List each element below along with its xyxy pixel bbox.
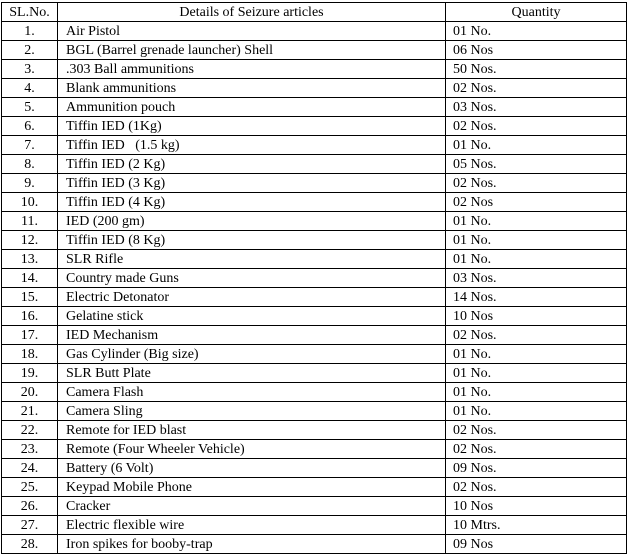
table-row [2,22,627,41]
row-slno: 14. [2,269,58,288]
table-row [2,250,627,269]
row-slno: 21. [2,402,58,421]
row-slno: 2. [2,41,58,60]
row-quantity: 01 No. [446,136,627,155]
table-row [2,345,627,364]
table-row [2,288,627,307]
row-quantity: 09 Nos. [446,459,627,478]
row-slno: 6. [2,117,58,136]
table-row [2,440,627,459]
row-quantity: 01 No. [446,402,627,421]
table-row [2,155,627,174]
table-row [2,269,627,288]
row-slno: 13. [2,250,58,269]
row-quantity: 06 Nos [446,41,627,60]
table-row [2,60,627,79]
table-row [2,459,627,478]
row-details: Tiffin IED (1.5 kg) [58,136,446,155]
header-slno: SL.No. [2,3,58,22]
row-slno: 20. [2,383,58,402]
table-row [2,212,627,231]
row-quantity: 02 Nos. [446,174,627,193]
header-quantity: Quantity [446,3,627,22]
row-details: Remote for IED blast [58,421,446,440]
table-row [2,421,627,440]
row-slno: 8. [2,155,58,174]
row-details: Camera Flash [58,383,446,402]
row-details: SLR Rifle [58,250,446,269]
row-quantity: 03 Nos. [446,98,627,117]
row-slno: 18. [2,345,58,364]
row-quantity: 02 Nos. [446,117,627,136]
row-slno: 17. [2,326,58,345]
row-quantity: 05 Nos. [446,155,627,174]
row-quantity: 14 Nos. [446,288,627,307]
row-quantity: 02 Nos. [446,440,627,459]
row-slno: 9. [2,174,58,193]
row-details: Air Pistol [58,22,446,41]
row-details: Keypad Mobile Phone [58,478,446,497]
row-details: Remote (Four Wheeler Vehicle) [58,440,446,459]
row-quantity: 01 No. [446,383,627,402]
row-quantity: 02 Nos. [446,326,627,345]
table-row [2,535,627,554]
row-details: Gelatine stick [58,307,446,326]
row-details: IED (200 gm) [58,212,446,231]
row-slno: 24. [2,459,58,478]
table-row [2,516,627,535]
table-row [2,307,627,326]
row-quantity: 02 Nos [446,193,627,212]
row-slno: 4. [2,79,58,98]
row-slno: 1. [2,22,58,41]
table-row [2,117,627,136]
row-slno: 10. [2,193,58,212]
row-details: Ammunition pouch [58,98,446,117]
row-quantity: 10 Nos [446,307,627,326]
row-slno: 19. [2,364,58,383]
row-slno: 26. [2,497,58,516]
row-quantity: 10 Mtrs. [446,516,627,535]
table-row [2,364,627,383]
row-slno: 5. [2,98,58,117]
row-slno: 27. [2,516,58,535]
row-details: Tiffin IED (1Kg) [58,117,446,136]
row-slno: 25. [2,478,58,497]
row-details: Electric flexible wire [58,516,446,535]
header-row [2,3,627,22]
table-row [2,193,627,212]
table-row [2,79,627,98]
table-row [2,497,627,516]
table-row [2,98,627,117]
table-body [2,22,627,554]
table-row [2,326,627,345]
table-row [2,41,627,60]
row-quantity: 01 No. [446,22,627,41]
row-details: Country made Guns [58,269,446,288]
row-details: Tiffin IED (4 Kg) [58,193,446,212]
row-quantity: 10 Nos [446,497,627,516]
table-row [2,174,627,193]
row-quantity: 09 Nos [446,535,627,554]
row-quantity: 02 Nos. [446,478,627,497]
row-details: Electric Detonator [58,288,446,307]
table-row [2,136,627,155]
row-slno: 11. [2,212,58,231]
row-details: Camera Sling [58,402,446,421]
row-details: .303 Ball ammunitions [58,60,446,79]
row-details: Iron spikes for booby-trap [58,535,446,554]
table-row [2,402,627,421]
row-details: Tiffin IED (8 Kg) [58,231,446,250]
row-slno: 7. [2,136,58,155]
row-slno: 23. [2,440,58,459]
row-quantity: 01 No. [446,250,627,269]
row-details: Cracker [58,497,446,516]
row-slno: 16. [2,307,58,326]
row-quantity: 02 Nos. [446,421,627,440]
header-details: Details of Seizure articles [58,3,446,22]
row-details: SLR Butt Plate [58,364,446,383]
row-slno: 12. [2,231,58,250]
row-details: Blank ammunitions [58,79,446,98]
table-header [2,3,627,22]
row-quantity: 02 Nos. [446,79,627,98]
table-row [2,383,627,402]
row-quantity: 01 No. [446,231,627,250]
table-row [2,231,627,250]
seizure-articles-table [1,2,627,554]
row-quantity: 50 Nos. [446,60,627,79]
row-quantity: 03 Nos. [446,269,627,288]
row-details: Gas Cylinder (Big size) [58,345,446,364]
row-details: Battery (6 Volt) [58,459,446,478]
row-quantity: 01 No. [446,345,627,364]
row-quantity: 01 No. [446,364,627,383]
row-details: BGL (Barrel grenade launcher) Shell [58,41,446,60]
row-details: IED Mechanism [58,326,446,345]
row-slno: 15. [2,288,58,307]
row-quantity: 01 No. [446,212,627,231]
row-slno: 28. [2,535,58,554]
table-row [2,478,627,497]
row-slno: 22. [2,421,58,440]
row-details: Tiffin IED (3 Kg) [58,174,446,193]
row-details: Tiffin IED (2 Kg) [58,155,446,174]
row-slno: 3. [2,60,58,79]
